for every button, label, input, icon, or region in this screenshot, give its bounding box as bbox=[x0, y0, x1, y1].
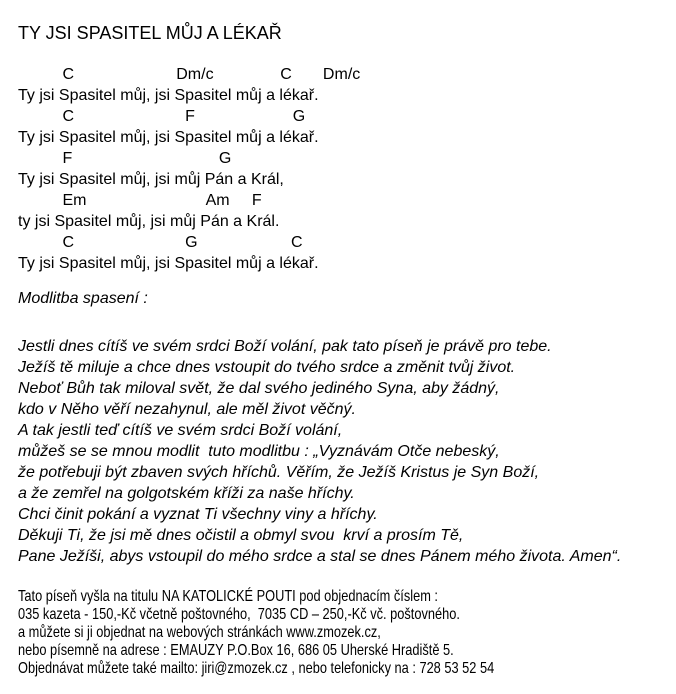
lyric-line-2: Ty jsi Spasitel můj, jsi Spasitel můj a lékař. bbox=[18, 129, 319, 146]
prayer-line: Děkuji Ti, že jsi mě dnes očistil a obmyl svou krví a prosím Tě, bbox=[18, 527, 464, 544]
lyric-line-5: Ty jsi Spasitel můj, jsi Spasitel můj a lékař. bbox=[18, 255, 319, 272]
ordering-info-line: Tato píseň vyšla na titulu NA KATOLICKÉ POUTI pod objednacím číslem : bbox=[18, 588, 438, 605]
prayer-line: že potřebuji být zbaven svých hříchů. Věřím, že Ježíš Kristus je Syn Boží, bbox=[18, 464, 540, 481]
prayer-line: a že zemřel na golgotském kříži za naše hříchy. bbox=[18, 485, 355, 502]
prayer-line: kdo v Něho věří nezahynul, ale měl život věčný. bbox=[18, 401, 356, 418]
lyric-line-3: Ty jsi Spasitel můj, jsi můj Pán a Král, bbox=[18, 171, 284, 188]
lyric-line-4: ty jsi Spasitel můj, jsi můj Pán a Král. bbox=[18, 213, 280, 230]
prayer-heading: Modlitba spasení : bbox=[18, 290, 148, 307]
ordering-info-line: 035 kazeta - 150,-Kč včetně poštovného, 7035 CD – 250,-Kč vč. poštovného. bbox=[18, 606, 460, 623]
song-title: TY JSI SPASITEL MŮJ A LÉKAŘ bbox=[18, 23, 282, 43]
song-block bbox=[18, 64, 668, 274]
prayer-line: Neboť Bůh tak miloval svět, že dal svého jediného Syna, aby žádný, bbox=[18, 380, 500, 397]
prayer-line: Chci činit pokání a vyznat Ti všechny viny a hříchy. bbox=[18, 506, 378, 523]
chord-line-4: Em Am F bbox=[18, 192, 262, 209]
ordering-info-line: nebo písemně na adrese : EMAUZY P.O.Box 16, 686 05 Uherské Hradiště 5. bbox=[18, 642, 454, 659]
ordering-info-line: a můžete si ji objednat na webových stránkách www.zmozek.cz, bbox=[18, 624, 381, 641]
prayer-line: Pane Ježíši, abys vstoupil do mého srdce a stal se dnes Pánem mého života. Amen“. bbox=[18, 548, 622, 565]
chord-line-2: C F G bbox=[18, 108, 306, 125]
chord-line-5: C G C bbox=[18, 234, 303, 251]
prayer-line: můžeš se se mnou modlit tuto modlitbu : „Vyznávám Otče nebeský, bbox=[18, 443, 500, 460]
chord-line-3: F G bbox=[18, 150, 232, 167]
lyric-line-1: Ty jsi Spasitel můj, jsi Spasitel můj a lékař. bbox=[18, 87, 319, 104]
prayer-line: Ježíš tě miluje a chce dnes vstoupit do tvého srdce a změnit tvůj život. bbox=[18, 359, 516, 376]
ordering-info-line: Objednávat můžete také mailto: jiri@zmozek.cz , nebo telefonicky na : 728 53 52 54 bbox=[18, 660, 495, 677]
prayer-block bbox=[18, 336, 668, 567]
prayer-line: Jestli dnes cítíš ve svém srdci Boží volání, pak tato píseň je právě pro tebe. bbox=[18, 338, 552, 355]
ordering-info-block bbox=[18, 588, 668, 678]
chord-line-1: C Dm/c C Dm/c bbox=[18, 66, 361, 83]
prayer-line: A tak jestli teď cítíš ve svém srdci Boží volání, bbox=[18, 422, 343, 439]
